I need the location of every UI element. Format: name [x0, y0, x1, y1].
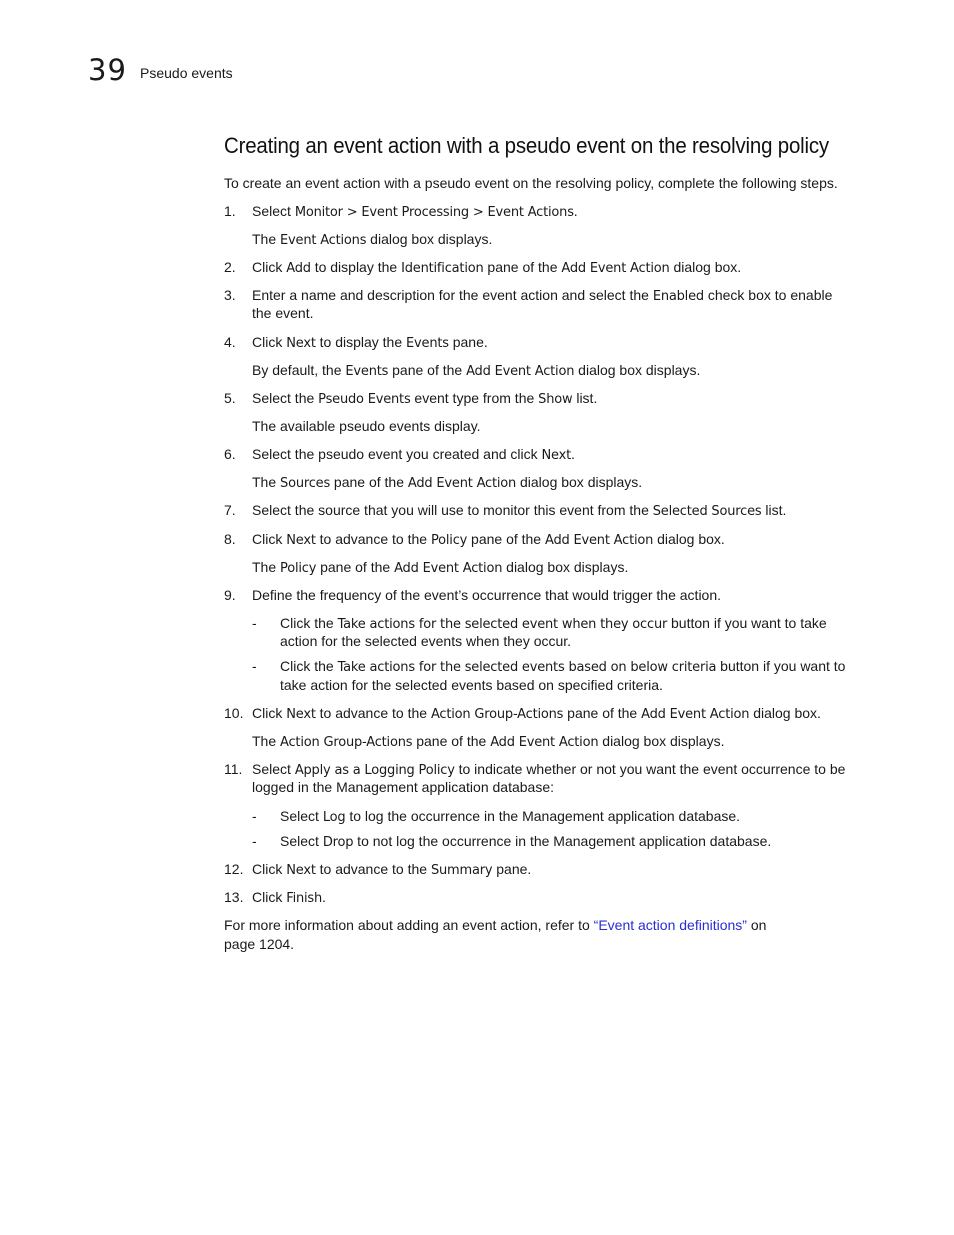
step-9-option-a-continued: action for the selected events when they occur.: [280, 633, 572, 649]
ui-term: Add Event Action: [394, 561, 503, 576]
step-6: Select the pseudo event you created and click Next.: [252, 446, 575, 463]
ui-term: Events: [406, 336, 449, 351]
step-11: Select Apply as a Logging Policy to indicate whether or not you want the event occurrence to be: [252, 761, 846, 778]
step-11-option-log: Select Log to log the occurrence in the Management application database.: [280, 808, 741, 825]
step-number: 3.: [224, 287, 236, 303]
step-5: Select the Pseudo Events event type from the Show list.: [252, 390, 598, 407]
step-13: Click Finish.: [252, 889, 326, 906]
step-10: Click Next to advance to the Action Group-Actions pane of the Add Event Action dialog box.: [252, 705, 821, 722]
step-4-result: By default, the Events pane of the Add Event Action dialog box displays.: [252, 362, 701, 379]
ui-term: Add Event Action: [641, 707, 750, 722]
ui-term: Show: [538, 392, 573, 407]
ui-term: Pseudo Events: [318, 392, 411, 407]
ui-term: Policy: [280, 561, 317, 576]
step-6-result: The Sources pane of the Add Event Action dialog box displays.: [252, 474, 643, 491]
ui-term: Add Event Action: [466, 364, 575, 379]
step-number: 8.: [224, 531, 236, 547]
ui-term: Event Actions: [280, 233, 367, 248]
step-11-continued: logged in the Management application database:: [252, 779, 554, 795]
ui-term: Add Event Action: [407, 476, 517, 491]
step-7: Select the source that you will use to monitor this event from the Selected Sources list.: [252, 502, 787, 519]
ui-term: Sources: [280, 476, 331, 491]
step-number: 2.: [224, 259, 236, 275]
step-9-option-a: Click the Take actions for the selected event when they occur button if you want to take: [280, 615, 827, 632]
step-number: 13.: [224, 889, 244, 905]
ui-term: Add Event Action: [561, 261, 670, 276]
step-1-result: The Event Actions dialog box displays.: [252, 231, 493, 248]
ui-term: Next: [541, 448, 572, 463]
step-4: Click Next to display the Events pane.: [252, 334, 488, 351]
ui-term: Enabled: [652, 289, 704, 304]
ui-term: Identification: [401, 261, 484, 276]
step-number: 9.: [224, 587, 236, 603]
step-number: 10.: [224, 705, 244, 721]
step-3-continued: the event.: [252, 305, 314, 321]
sub-step-dash: -: [252, 658, 257, 674]
sub-step-dash: -: [252, 808, 257, 824]
ui-term: Add Event Action: [490, 735, 599, 750]
step-3: Enter a name and description for the event action and select the Enabled check box to enable: [252, 287, 833, 304]
step-9-option-b-continued: take action for the selected events based on specified criteria.: [280, 677, 663, 693]
step-8: Click Next to advance to the Policy pane of the Add Event Action dialog box.: [252, 531, 725, 548]
step-number: 1.: [224, 203, 236, 219]
step-number: 6.: [224, 446, 236, 462]
ui-term: Take actions for the selected events based on below criteria: [337, 660, 717, 675]
sub-step-dash: -: [252, 615, 257, 631]
sub-step-dash: -: [252, 833, 257, 849]
intro-paragraph: To create an event action with a pseudo event on the resolving policy, complete the following steps.: [224, 175, 838, 191]
ui-term: Finish: [286, 891, 323, 906]
ui-term: Drop: [322, 835, 354, 850]
step-12: Click Next to advance to the Summary pane.: [252, 861, 532, 878]
ui-term: Policy: [430, 533, 468, 548]
section-title: Creating an event action with a pseudo event on the resolving policy: [224, 133, 829, 158]
ui-term: Action Group-Actions: [430, 707, 564, 722]
ui-term: Next: [286, 863, 316, 878]
ui-term: Apply as a Logging Policy: [294, 763, 455, 778]
step-10-result: The Action Group-Actions pane of the Add Event Action dialog box displays.: [252, 733, 725, 750]
ui-term: Log: [322, 810, 346, 825]
reference-note: For more information about adding an event action, refer to “Event action definitions” on: [224, 917, 767, 933]
ui-term: Next: [286, 336, 316, 351]
step-number: 12.: [224, 861, 244, 877]
step-number: 7.: [224, 502, 236, 518]
reference-note-continued: page 1204.: [224, 936, 295, 952]
step-8-result: The Policy pane of the Add Event Action dialog box displays.: [252, 559, 629, 576]
step-number: 11.: [224, 761, 243, 777]
step-5-result: The available pseudo events display.: [252, 418, 481, 434]
ui-term: Selected Sources: [652, 504, 762, 519]
ui-term: Take actions for the selected event when they occur: [337, 617, 668, 632]
step-9-option-b: Click the Take actions for the selected events based on below criteria button if you want to: [280, 658, 846, 675]
ui-term: Summary: [430, 863, 493, 878]
step-number: 5.: [224, 390, 236, 406]
step-number: 4.: [224, 334, 236, 350]
ui-path: Monitor > Event Processing > Event Actions: [294, 205, 574, 220]
chapter-title: Pseudo events: [140, 65, 233, 81]
step-2: Click Add to display the Identification pane of the Add Event Action dialog box.: [252, 259, 742, 276]
ui-term: Next: [286, 707, 316, 722]
cross-reference-link[interactable]: “Event action definitions”: [593, 917, 747, 933]
ui-term: Next: [286, 533, 316, 548]
ui-term: Add Event Action: [544, 533, 654, 548]
step-9: Define the frequency of the event’s occurrence that would trigger the action.: [252, 587, 722, 603]
step-11-option-drop: Select Drop to not log the occurrence in the Management application database.: [280, 833, 772, 850]
chapter-number: 39: [88, 53, 127, 87]
ui-term: Add: [286, 261, 311, 276]
ui-term: Action Group-Actions: [280, 735, 413, 750]
ui-term: Events: [345, 364, 389, 379]
step-1: Select Monitor > Event Processing > Event Actions.: [252, 203, 578, 220]
